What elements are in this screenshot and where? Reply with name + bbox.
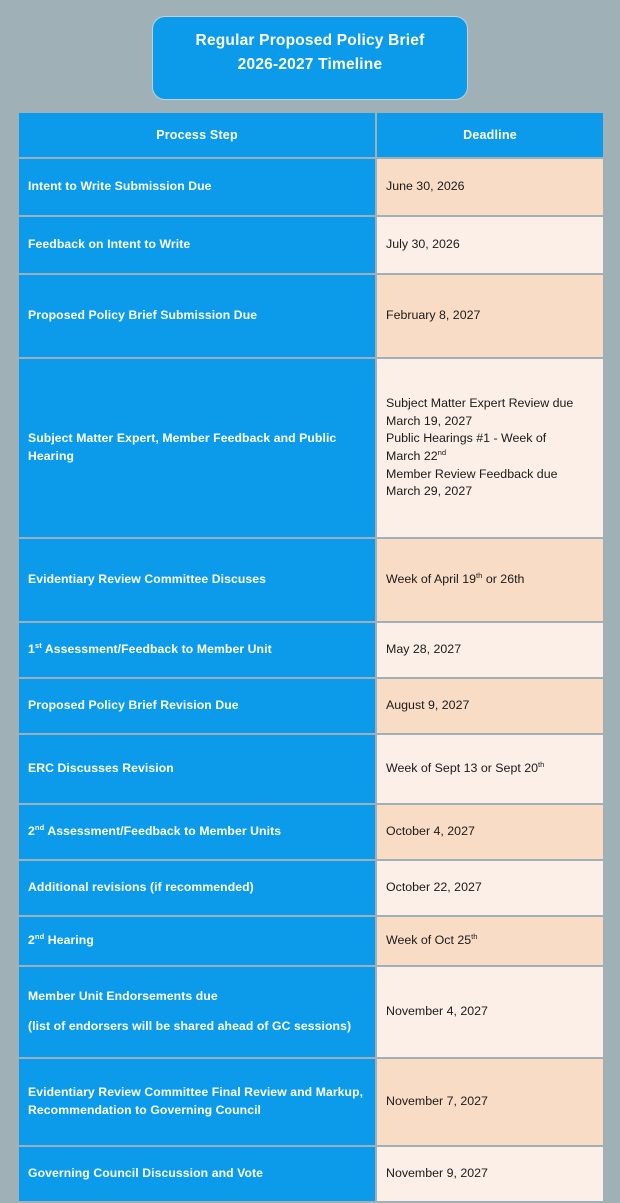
- row-deadline-value: Week of April 19th or 26th: [377, 539, 603, 621]
- ordinal-suffix: th: [471, 932, 478, 942]
- row-step-main: Member Unit Endorsements due: [28, 989, 218, 1004]
- row-step-label: ERC Discusses Revision: [19, 735, 375, 803]
- row-step-label: Evidentiary Review Committee Discuses: [19, 539, 375, 621]
- timeline-table: [17, 111, 605, 1203]
- deadline-line: March 19, 2027: [386, 413, 473, 428]
- row-step-label: 2nd Hearing: [19, 917, 375, 965]
- table-row: [19, 539, 603, 621]
- row-deadline-value: [377, 359, 603, 537]
- table-row: [19, 359, 603, 537]
- title-banner: [152, 16, 468, 100]
- row-step-subtext: (list of endorsers will be shared ahead of GC sessions): [28, 1019, 352, 1033]
- row-deadline-value: November 7, 2027: [377, 1059, 603, 1145]
- ordinal-suffix: th: [538, 760, 545, 770]
- row-step-label: Subject Matter Expert, Member Feedback and Public Hearing: [19, 359, 375, 537]
- deadline-line: March 29, 2027: [386, 484, 473, 499]
- table-row: [19, 1147, 603, 1201]
- row-deadline-value: November 9, 2027: [377, 1147, 603, 1201]
- row-deadline-value: May 28, 2027: [377, 623, 603, 677]
- row-step-label: 1st Assessment/Feedback to Member Unit: [19, 623, 375, 677]
- row-step-label: 2nd Assessment/Feedback to Member Units: [19, 805, 375, 859]
- table-row: [19, 217, 603, 273]
- row-deadline-value: August 9, 2027: [377, 679, 603, 733]
- table-row: [19, 1059, 603, 1145]
- ordinal-suffix: nd: [34, 823, 45, 833]
- row-deadline-value: October 22, 2027: [377, 861, 603, 915]
- table-row: [19, 917, 603, 965]
- row-deadline-value: June 30, 2026: [377, 159, 603, 215]
- deadline-line: Public Hearings #1 - Week of: [386, 431, 547, 446]
- row-deadline-value: November 4, 2027: [377, 967, 603, 1057]
- title-line-2: 2026-2027 Timeline: [237, 56, 383, 74]
- title-line-1: Regular Proposed Policy Brief: [195, 32, 425, 49]
- row-step-label: [19, 967, 375, 1057]
- row-step-label: Additional revisions (if recommended): [19, 861, 375, 915]
- header-deadline: Deadline: [377, 113, 603, 157]
- deadline-line: March 22nd: [386, 447, 447, 463]
- table-row: [19, 623, 603, 677]
- row-step-label: Governing Council Discussion and Vote: [19, 1147, 375, 1201]
- deadline-line: Subject Matter Expert Review due: [386, 396, 574, 411]
- ordinal-suffix: th: [476, 571, 483, 581]
- ordinal-suffix: nd: [437, 447, 447, 457]
- ordinal-suffix: nd: [34, 932, 45, 942]
- row-deadline-value: February 8, 2027: [377, 275, 603, 357]
- table-row: [19, 679, 603, 733]
- table-row: [19, 275, 603, 357]
- row-step-label: Evidentiary Review Committee Final Review and Markup, Recommendation to Governing Council: [19, 1059, 375, 1145]
- row-step-label: Proposed Policy Brief Revision Due: [19, 679, 375, 733]
- row-step-label: Intent to Write Submission Due: [19, 159, 375, 215]
- table-row: [19, 735, 603, 803]
- row-deadline-value: Week of Oct 25th: [377, 917, 603, 965]
- ordinal-suffix: st: [34, 641, 42, 651]
- table-row: [19, 861, 603, 915]
- table-row: [19, 805, 603, 859]
- deadline-line: Member Review Feedback due: [386, 466, 558, 481]
- table-row: [19, 159, 603, 215]
- header-process-step: Process Step: [19, 113, 375, 157]
- row-step-label: Proposed Policy Brief Submission Due: [19, 275, 375, 357]
- row-deadline-value: October 4, 2027: [377, 805, 603, 859]
- row-deadline-value: Week of Sept 13 or Sept 20th: [377, 735, 603, 803]
- row-step-label: Feedback on Intent to Write: [19, 217, 375, 273]
- table-row: [19, 967, 603, 1057]
- table-header-row: [19, 113, 603, 157]
- row-deadline-value: July 30, 2026: [377, 217, 603, 273]
